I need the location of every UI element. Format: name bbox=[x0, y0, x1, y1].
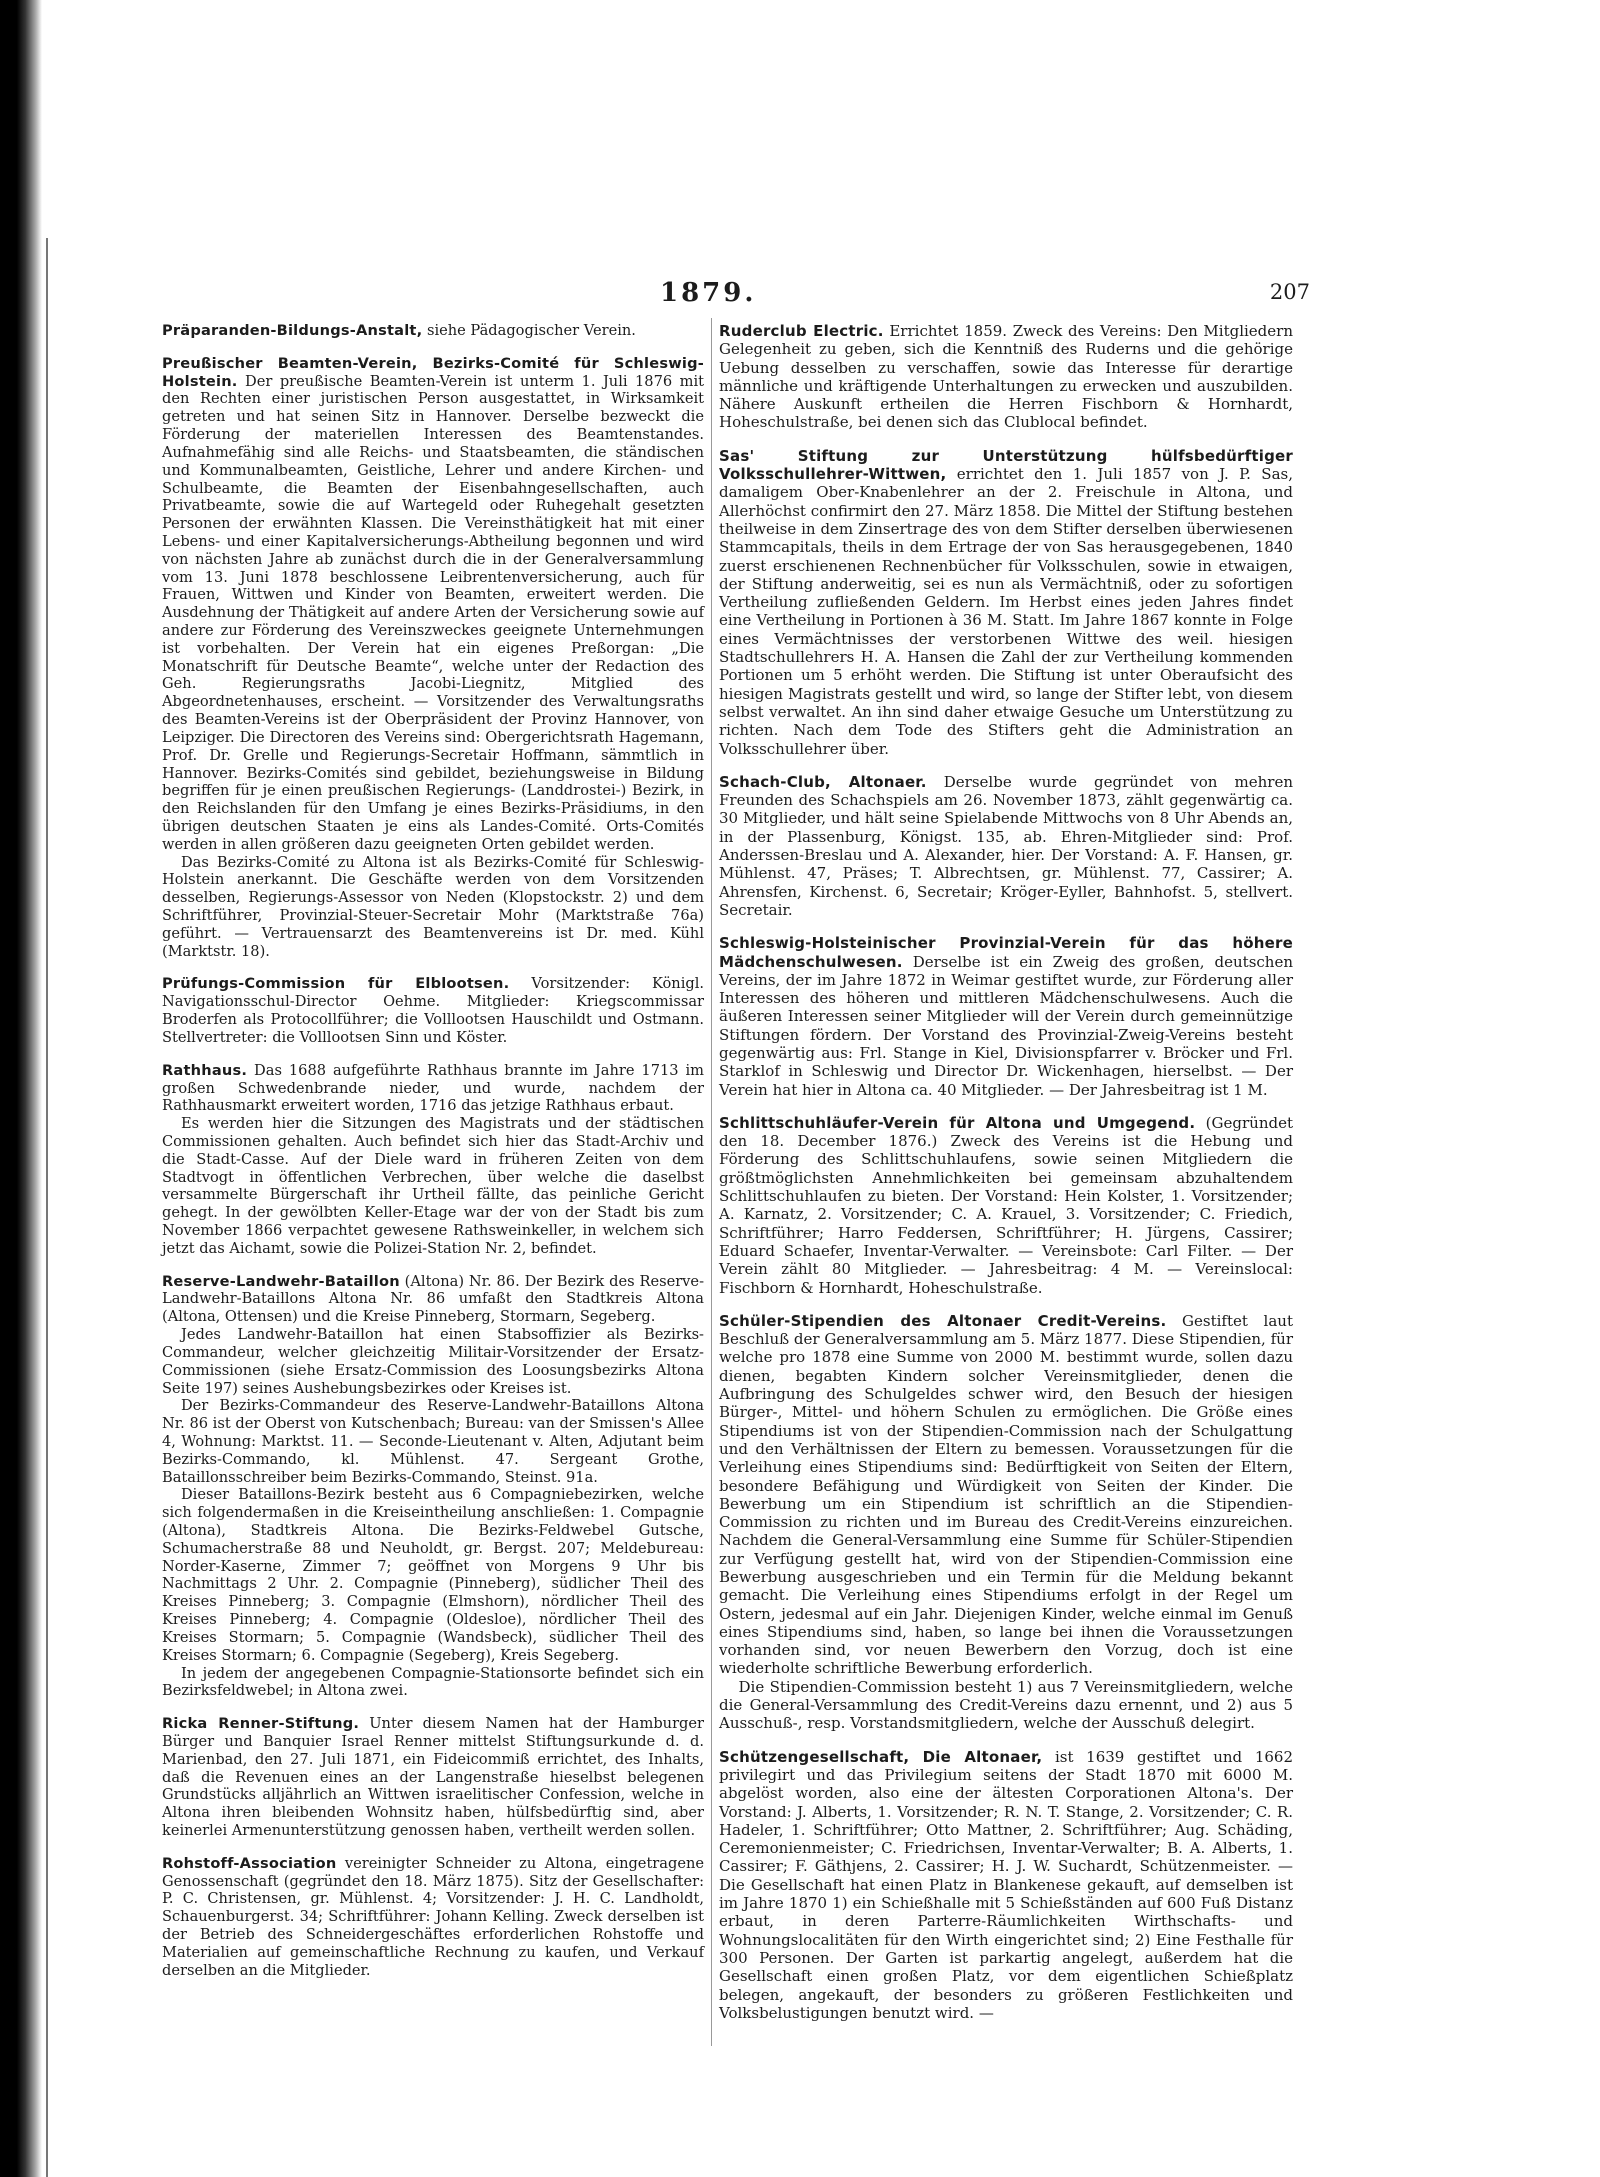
entry-paragraph bbox=[719, 1748, 1293, 2022]
entry-text: vereinigter Schneider zu Altona, eingetragene Genossenschaft (gegründet den 18. März 1875). Sitz der Gesellschafter: P. C. Christensen, gr. Mühlenst. 4; Vorsitzender: J. H. C. Landholdt, Schauenburgerst. 34; Schriftführer: Johann Kelling. Zweck derselben ist der Betrieb des Schneidergeschäftes erforderlichen Rohstoffe und Materialien auf gemeinschaftliche Rechnung zu kaufen, und Verkauf derselben an die Mitglieder. bbox=[162, 1854, 704, 1979]
entry-paragraph bbox=[162, 975, 704, 1046]
entry-text: Der Bezirks-Commandeur des Reserve-Landwehr-Bataillons Altona Nr. 86 ist der Oberst von Kutschenbach; Bureau: van der Smissen's Allee 4, Wohnung: Marktst. 11. — Seconde-Lieutenant v. Alten, Adjutant beim Bezirks-Commando, kl. Mühlenst. 47. Sergeant Grothe, Bataillonsschreiber beim Bezirks-Commando, Steinst. 91a. bbox=[162, 1397, 704, 1486]
entry-paragraph bbox=[719, 1312, 1293, 1678]
entry-title: Präparanden-Bildungs-Anstalt, bbox=[162, 322, 423, 339]
entry-text: errichtet den 1. Juli 1857 von J. P. Sas, damaligem Ober-Knabenlehrer an der 2. Freischule in Altona, und Allerhöchst confirmirt den 27. März 1858. Die Mittel der Stiftung bestehen theilweise in dem Zinsertrage des von dem Stifter derselben überwiesenen Stammcapitals, theils in dem Ertrage der von Sas herausgegebenen, 1840 zuerst erschienenen Rechnenbücher für Volksschulen, sowie in etwaigen, der Stiftung anderweitig, sei es nun als Vermächtniß, oder zu sofortigen Vertheilung zufließenden Geldern. Im Herbst eines jeden Jahres findet eine Vertheilung in Portionen à 36 M. Statt. Im Jahre 1867 konnte in Folge eines Vermächtnisses der verstorbenen Wittwe des weil. hiesigen Stadtschullehrers H. A. Hansen die Zahl der zur Vertheilung kommenden Portionen um 5 erhöht werden. Die Stiftung ist unter Oberaufsicht des hiesigen Magistrats gestellt und wird, so lange der Stifter lebt, von diesem selbst verwaltet. An ihn sind daher etwaige Gesuche um Unterstützung zu richten. Nach dem Tode des Stifters geht die Administration an Volksschullehrer über. bbox=[719, 465, 1293, 758]
entry-paragraph bbox=[162, 1855, 704, 1980]
entry-text: (Altona) Nr. 86. Der Bezirk des Reserve-Landwehr-Bataillons Altona Nr. 86 umfaßt den Stadtkreis Altona (Altona, Ottensen) und die Kreise Pinneberg, Stormarn, Segeberg. bbox=[162, 1272, 704, 1326]
page-year: 1879. bbox=[660, 278, 757, 308]
entry-paragraph bbox=[162, 1665, 704, 1701]
entry-text: Derselbe ist ein Zweig des großen, deutschen Vereins, der im Jahre 1872 in Weimar gestiftet wurde, zur Förderung aller Interessen des höheren und mittleren Mädchenschulwesens. Auch die äußeren Interessen seiner Mitglieder will der Verein durch gemeinnützige Stiftungen fördern. Der Vorstand des Provinzial-Zweig-Vereins besteht gegenwärtig aus: Frl. Stange in Kiel, Divisionspfarrer v. Bröcker und Frl. Starklof in Schleswig und Director Dr. Wickenhagen, hierselbst. — Der Verein hat hier in Altona ca. 40 Mitglieder. — Der Jahresbeitrag ist 1 M. bbox=[719, 952, 1293, 1099]
entry-text: Gestiftet laut Beschluß der Generalversammlung am 5. März 1877. Diese Stipendien, für welche pro 1878 eine Summe von 2000 M. bestimmt wurde, sollen dazu dienen, begabten Kindern solcher Vereinsmitglieder, denen die Aufbringung des Schulgeldes schwer wird, den Besuch der hiesigen Bürger-, Mittel- und höhern Schulen zu ermöglichen. Die Größe eines Stipendiums ist von der Stipendien-Commission nach der Schulgattung und den Verhältnissen der Eltern zu bemessen. Voraussetzungen für die Verleihung eines Stipendiums sind: Bedürftigkeit von Seiten der Eltern, besondere Befähigung und Würdigkeit von Seiten der Kinder. Die Bewerbung um ein Stipendium ist schriftlich an die Stipendien-Commission zu richten und im Bureau des Credit-Vereins einzureichen. Nachdem die General-Versammlung eine Summe für Schüler-Stipendien zur Verfügung gestellt hat, wird von der Stipendien-Commission eine Bewerbung ausgeschrieben und ein Termin für die Meldung bekannt gemacht. Die Verleihung eines Stipendiums erfolgt in der Regel um Ostern, jedesmal auf ein Jahr. Diejenigen Kinder, welche einmal im Genuß eines Stipendiums sind, haben, so lange bei ihnen die Voraussetzungen vorhanden sind, vor neuen Bewerbern den Vorzug, doch ist eine wiederholte schriftliche Bewerbung erforderlich. bbox=[719, 1311, 1293, 1678]
entry-paragraph bbox=[162, 355, 704, 854]
entry-title: Sas' Stiftung zur Unterstützung hülfsbedürftiger Volksschullehrer-Wittwen, bbox=[719, 446, 1293, 484]
directory-entry bbox=[719, 322, 1293, 432]
page-header bbox=[60, 278, 1310, 318]
entry-text: Es werden hier die Sitzungen des Magistrats und der städtischen Commissionen gehalten. Auch befindet sich hier das Stadt-Archiv und die Stadt-Casse. Auf der Diele ward in früheren Zeiten von dem Stadtvogt in öffentlichen Verbrechen, über welche die daselbst versammelte Bürgerschaft ihr Urtheil fällte, das peinliche Gericht gehegt. In der gewölbten Keller-Etage war der von der Stadt bis zum November 1866 verpachtet gewesene Rathsweinkeller, in welchem sich jetzt das Aichamt, sowie die Polizei-Station Nr. 2, befindet. bbox=[162, 1115, 704, 1257]
entry-title: Schach-Club, Altonaer. bbox=[719, 772, 927, 791]
directory-entry bbox=[719, 447, 1293, 758]
entry-text: Der preußische Beamten-Verein ist unterm 1. Juli 1876 mit den Rechten einer juristischen Person ausgestattet, in Wirksamkeit getreten und hat seinen Sitz in Hannover. Derselbe bezweckt die Förderung der materiellen Interessen des Beamtenstandes. Aufnahmefähig sind alle Reichs- und Staatsbeamten, die ständischen und Kommunalbeamten, Geistliche, Lehrer und andere Kirchen- und Schulbeamte, die Beamten der Eisenbahngesellschaften, auch Privatbeamte, sowie die auf Wartegeld oder Ruhegehalt gesetzten Personen der erwähnten Klassen. Die Vereinsthätigkeit hat mit einer Lebens- und einer Kapitalversicherungs-Abtheilung begonnen und wird von nächsten Jahre ab zunächst durch die in der Generalversammlung vom 13. Juni 1878 beschlossene Leibrentenversicherung, auch für Frauen, Wittwen und Kinder von Beamten, erweitert werden. Die Ausdehnung der Thätigkeit auf andere Arten der Versicherung sowie auf andere zur Förderung des Vereinszweckes geeignete Unternehmungen ist vorbehalten. Der Verein hat ein eigenes Preßorgan: „Die Monatschrift für Deutsche Beamte“, welche unter der Redaction des Geh. Regierungsraths Jacobi-Liegnitz, Mitglied des Abgeordnetenhauses, erscheint. — Vorsitzender des Verwaltungsraths des Beamten-Vereins ist der Oberpräsident der Provinz Hannover, von Leipziger. Die Directoren des Vereins sind: Obergerichtsrath Hagemann, Prof. Dr. Grelle und Regierungs-Secretair Hoffmann, sämmtlich in Hannover. Bezirks-Comités sind gebildet, beziehungsweise in Bildung begriffen für je einen preußischen Regierungs- (Landdrostei-) Bezirk, in den Reichslanden für den Umfang je eines Bezirks-Präsidiums, in den übrigen deutschen Staaten je eins als Landes-Comité. Orts-Comités werden in allen größeren dazu geeigneten Orten gebildet werden. bbox=[162, 372, 704, 853]
directory-entry bbox=[719, 1312, 1293, 1733]
entry-paragraph bbox=[162, 854, 704, 961]
entry-text: Unter diesem Namen hat der Hamburger Bürger und Banquier Israel Renner mittelst Stiftungsurkunde d. d. Marienbad, den 27. Juli 1871, ein Fideicommiß errichtet, des Inhalts, daß die Revenuen eines an der Langenstraße hieselbst belegenen Grundstücks alljährlich an Wittwen israelitischer Confession, welche in Altona ihren bleibenden Wohnsitz haben, hülfsbedürftig sind, aber keinerlei Armenunterstützung genossen haben, vertheilt werden sollen. bbox=[162, 1715, 704, 1839]
entry-text: Vorsitzender: Königl. Navigationsschul-Director Oehme. Mitglieder: Kriegscommissar Broderfen als Protocollführer; die Volllootsen Hauschildt und Ostmann. Stellvertreter: die Volllootsen Sinn und Köster. bbox=[162, 975, 705, 1046]
entry-paragraph bbox=[162, 1062, 704, 1115]
entry-paragraph bbox=[719, 447, 1293, 758]
entry-text: Errichtet 1859. Zweck des Vereins: Den Mitgliedern Gelegenheit zu geben, sich die Kenntniß des Ruderns und die gehörige Uebung desselben zu verschaffen, sowie das Interesse für derartige männliche und kräftigende Unterhaltungen zu erwecken und auszubilden. Nähere Auskunft ertheilen die Herren Fischborn & Hornhardt, Hoheschulstraße, bei denen sich das Clublocal befindet. bbox=[719, 322, 1293, 432]
directory-entry bbox=[719, 1114, 1293, 1297]
entry-text: Jedes Landwehr-Bataillon hat einen Stabsoffizier als Bezirks-Commandeur, welcher gleichzeitig Militair-Vorsitzender der Ersatz-Commissionen (siehe Ersatz-Commission des Loosungsbezirks Altona Seite 197) seines Aushebungsbezirkes oder Kreises ist. bbox=[162, 1326, 704, 1397]
entry-title: Schützengesellschaft, Die Altonaer, bbox=[719, 1747, 1043, 1766]
entry-text: Derselbe wurde gegründet von mehren Freunden des Schachspiels am 26. November 1873, zählt gegenwärtig ca. 30 Mitglieder, und hält seine Spielabende Mittwochs von 8 Uhr Abends an, in der Plassenburg, Königst. 135, ab. Ehren-Mitglieder sind: Prof. Anderssen-Breslau und A. Alexander, hier. Der Vorstand: A. F. Hansen, gr. Mühlenst. 47, Präses; T. Albrechtsen, gr. Mühlenst. 77, Cassirer; A. Ahrensfen, Kirchenst. 6, Secretair; Kröger-Eyller, Bahnhofst. 5, stellvert. Secretair. bbox=[719, 772, 1293, 919]
entry-paragraph bbox=[719, 773, 1293, 919]
directory-entry bbox=[719, 1748, 1293, 2022]
left-column bbox=[162, 322, 704, 1995]
entry-text: ist 1639 gestiftet und 1662 privilegirt und das Privilegium seitens der Stadt 1870 mit 6000 M. abgelöst worden, also eine der ältesten Corporationen Altona's. Der Vorstand: J. Alberts, 1. Vorsitzender; R. N. T. Stange, 2. Vorsitzender; C. R. Hadeler, 1. Schriftführer; Otto Mattner, 2. Schriftführer; Aug. Schäding, Ceremonienmeister; C. Friedrichsen, Inventar-Verwalter; B. A. Alberts, 1. Cassirer; F. Gäthjens, 2. Cassirer; H. J. W. Suchardt, Schützenmeister. — Die Gesellschaft hat einen Platz in Blankenese gekauft, auf demselben ist im Jahre 1870 1) ein Schießhalle mit 5 Schießständen auf 600 Fuß Distanz erbaut, in deren Parterre-Räumlichkeiten Wirthschafts- und Wohnungslocalitäten für den Wirth eingerichtet sind; 2) Eine Festhalle für 300 Personen. Der Garten ist parkartig angelegt, außerdem hat die Gesellschaft einen großen Platz, vor dem eigentlichen Schießplatz belegen, angekauft, der besonders zu größeren Festlichkeiten und Volksbelustigungen benutzt wird. — bbox=[719, 1747, 1293, 2022]
directory-entry bbox=[719, 773, 1293, 919]
column-divider bbox=[711, 318, 712, 2046]
entry-title: Reserve-Landwehr-Bataillon bbox=[162, 1272, 400, 1290]
entry-text: Das Bezirks-Comité zu Altona ist als Bezirks-Comité für Schleswig-Holstein anerkannt. Die Geschäfte werden von dem Vorsitzenden desselben, Regierungs-Assessor von Neden (Klopstockstr. 2) und dem Schriftführer, Provinzial-Steuer-Secretair Mohr (Marktstraße 76a) geführt. — Vertrauensarzt des Beamtenvereins ist Dr. med. Kühl (Marktstr. 18). bbox=[162, 853, 704, 960]
entry-title: Rohstoff-Association bbox=[162, 1854, 337, 1872]
binding-shadow bbox=[0, 0, 42, 2177]
directory-entry bbox=[162, 1855, 704, 1980]
entry-title: Schlittschuhläufer-Verein für Altona und Umgegend. bbox=[719, 1113, 1196, 1132]
entry-text: Die Stipendien-Commission besteht 1) aus 7 Vereinsmitgliedern, welche die General-Versammlung des Credit-Vereins dazu ernennt, und 2) aus 5 Ausschuß-, resp. Vorstandsmitgliedern, welche der Ausschuß delegirt. bbox=[719, 1677, 1293, 1733]
entry-paragraph bbox=[162, 322, 704, 340]
entry-title: Prüfungs-Commission für Elblootsen. bbox=[162, 975, 510, 993]
entry-text: Das 1688 aufgeführte Rathhaus brannte im Jahre 1713 im großen Schwedenbrande nieder, und wurde, nachdem der Rathhausmarkt erweitert worden, 1716 das jetzige Rathhaus erbaut. bbox=[162, 1061, 705, 1115]
directory-entry bbox=[162, 1273, 704, 1701]
entry-paragraph bbox=[162, 1115, 704, 1258]
entry-paragraph bbox=[162, 1715, 704, 1840]
directory-entry bbox=[162, 322, 704, 340]
entry-paragraph bbox=[719, 934, 1293, 1099]
entry-title: Ricka Renner-Stiftung. bbox=[162, 1715, 360, 1733]
entry-text: In jedem der angegebenen Compagnie-Stationsorte befindet sich ein Bezirksfeldwebel; in Altona zwei. bbox=[162, 1664, 704, 1700]
entry-title: Preußischer Beamten-Verein, Bezirks-Comité für Schleswig-Holstein. bbox=[162, 354, 704, 390]
entry-text: Dieser Bataillons-Bezirk besteht aus 6 Compagniebezirken, welche sich folgendermaßen in die Kreiseintheilung anschließen: 1. Compagnie (Altona), Stadtkreis Altona. Die Bezirks-Feldwebel Gutsche, Schumacherstraße 88 und Neuholdt, gr. Bergst. 207; Meldebureau: Norder-Kaserne, Zimmer 7; geöffnet von Morgens 9 Uhr bis Nachmittags 2 Uhr. 2. Compagnie (Pinneberg), südlicher Theil des Kreises Pinneberg; 3. Compagnie (Elmshorn), nördlicher Theil des Kreises Pinneberg; 4. Compagnie (Oldesloe), nördlicher Theil des Kreises Stormarn; 5. Compagnie (Wandsbeck), südlicher Theil des Kreises Stormarn; 6. Compagnie (Segeberg), Kreis Segeberg. bbox=[162, 1486, 704, 1664]
page-number: 207 bbox=[1269, 280, 1310, 304]
directory-entry bbox=[162, 975, 704, 1046]
entry-text: (Gegründet den 18. December 1876.) Zweck des Vereins ist die Hebung und Förderung des Schlittschuhlaufens, sowie seinen Mitgliedern die größtmöglichsten Annehmlichkeiten bei gemeinsam abzuhaltendem Schlittschuhlaufen zu bieten. Der Vorstand: Hein Kolster, 1. Vorsitzender; A. Karnatz, 2. Vorsitzender; C. A. Krauel, 3. Vorsitzender; C. Friedich, Schriftführer; Harro Feddersen, Schriftführer; H. Jürgens, Cassirer; Eduard Schaefer, Inventar-Verwalter. — Vereinsbote: Carl Filter. — Der Verein zählt 80 Mitglieder. — Jahresbeitrag: 4 M. — Vereinslocal: Fischborn & Hornhardt, Hoheschulstraße. bbox=[719, 1113, 1293, 1297]
entry-paragraph bbox=[162, 1397, 704, 1486]
directory-entry bbox=[162, 1715, 704, 1840]
entry-paragraph bbox=[162, 1326, 704, 1397]
entry-text: siehe Pädagogischer Verein. bbox=[426, 322, 636, 339]
entry-paragraph bbox=[719, 322, 1293, 432]
entry-paragraph bbox=[162, 1486, 704, 1664]
entry-title: Schüler-Stipendien des Altonaer Credit-Vereins. bbox=[719, 1311, 1167, 1330]
entry-paragraph bbox=[719, 1678, 1293, 1733]
entry-paragraph bbox=[719, 1114, 1293, 1297]
directory-entry bbox=[719, 934, 1293, 1099]
directory-entry bbox=[162, 1062, 704, 1258]
entry-title: Schleswig-Holsteinischer Provinzial-Verein für das höhere Mädchenschulwesen. bbox=[719, 934, 1293, 971]
entry-title: Ruderclub Electric. bbox=[719, 322, 884, 340]
right-column bbox=[719, 322, 1293, 2037]
entry-paragraph bbox=[162, 1273, 704, 1326]
entry-title: Rathhaus. bbox=[162, 1061, 248, 1079]
directory-entry bbox=[162, 355, 704, 961]
